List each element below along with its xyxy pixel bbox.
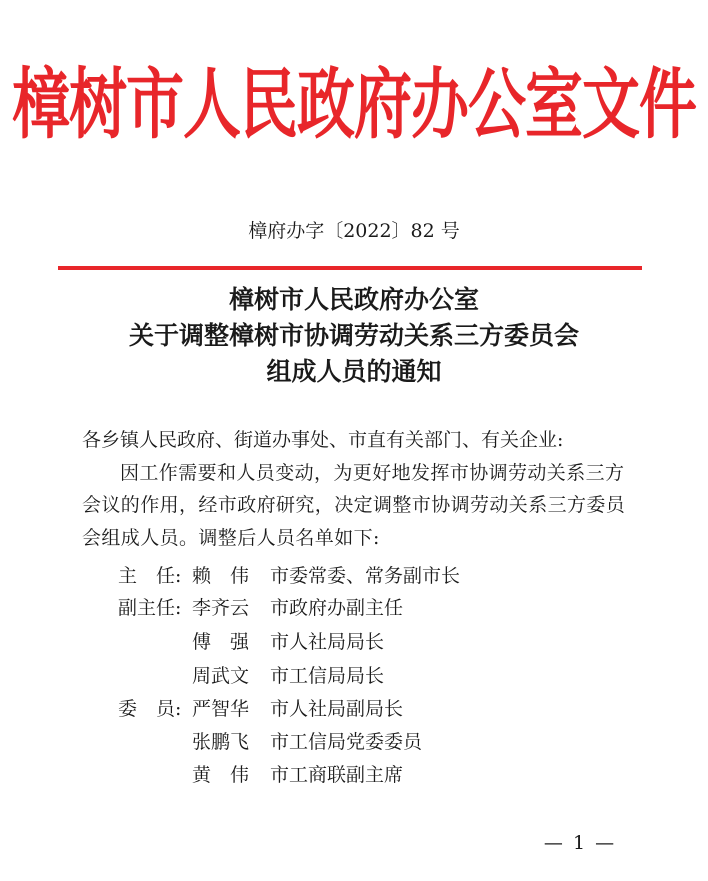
document-number: 樟府办字〔2022〕82 号 [248, 220, 460, 242]
red-divider-line [58, 266, 642, 270]
roster-name: 张鹏飞 [192, 731, 250, 753]
roster-name: 周武文 [192, 665, 250, 687]
title-line-1: 樟树市人民政府办公室 [228, 285, 479, 314]
roster-name: 李齐云 [192, 597, 250, 619]
roster-role: 委 员: [118, 698, 182, 720]
roster-post: 市工信局局长 [270, 665, 385, 687]
roster-name: 严智华 [192, 698, 250, 720]
roster-post: 市人社局局长 [270, 631, 385, 653]
roster-post: 市委常委、常务副市长 [270, 565, 461, 587]
roster-role: 副主任: [118, 597, 182, 619]
roster-role: 主 任: [118, 565, 182, 587]
roster-post: 市工商联副主席 [270, 764, 404, 786]
body-paragraph: 因工作需要和人员变动，为更好地发挥市协调劳动关系三方会议的作用，经市政府研究，决定调整市协调劳动关系三方委员会组成人员。调整后人员名单如下: [82, 461, 626, 549]
page-number: — 1 — [543, 832, 617, 854]
issuer-masthead: 樟树市人民政府办公室文件 [11, 59, 696, 150]
title-line-3: 组成人员的通知 [266, 357, 442, 386]
document-body [82, 424, 626, 554]
roster-name: 赖 伟 [192, 565, 250, 587]
title-line-2: 关于调整樟树市协调劳动关系三方委员会 [128, 321, 579, 350]
roster-post: 市工信局党委委员 [270, 731, 423, 753]
roster-post: 市人社局副局长 [270, 698, 404, 720]
roster-name: 傅 强 [192, 631, 250, 653]
salutation: 各乡镇人民政府、街道办事处、市直有关部门、有关企业: [82, 429, 564, 451]
roster-name: 黄 伟 [192, 764, 250, 786]
document-title [0, 282, 708, 390]
roster-post: 市政府办副主任 [270, 597, 404, 619]
